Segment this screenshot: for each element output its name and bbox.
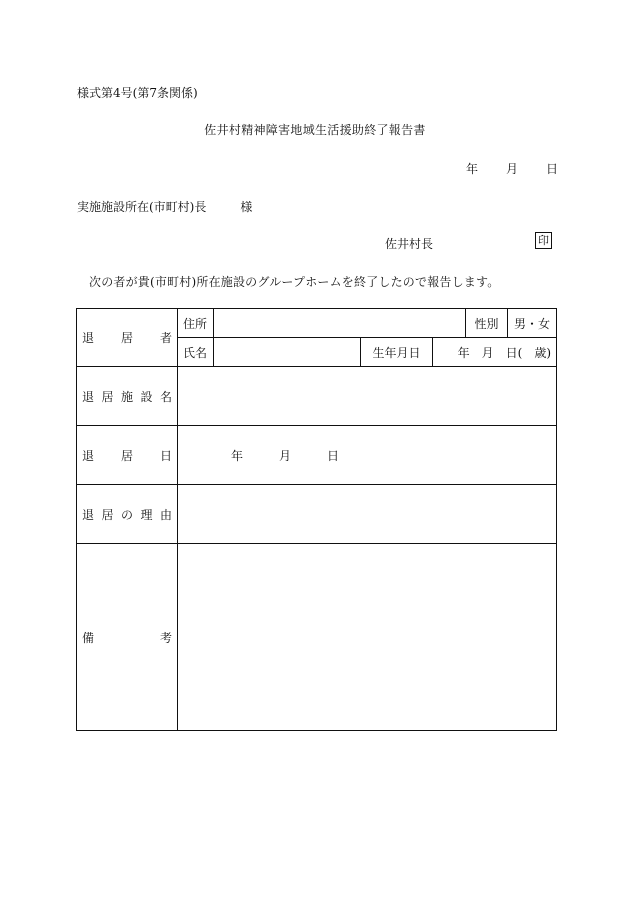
remarks-row xyxy=(77,544,557,731)
form-number: 様式第4号(第7条関係) xyxy=(77,86,198,100)
reason-label-char: の xyxy=(120,507,133,522)
facility-label-char: 施 xyxy=(120,389,133,404)
reason-row xyxy=(77,485,557,544)
resident-label-char: 退 xyxy=(82,331,95,345)
birth-date-label: 生年月日 xyxy=(361,338,433,367)
report-date-month: 月 xyxy=(506,162,519,176)
remarks-label-char: 考 xyxy=(159,630,172,645)
sex-label: 性別 xyxy=(466,309,508,338)
name-label: 氏名 xyxy=(178,338,214,367)
reason-field[interactable] xyxy=(178,485,557,544)
report-date xyxy=(466,160,558,177)
exit-date-year: 年 xyxy=(231,448,244,463)
facility-label-char: 設 xyxy=(140,389,153,404)
exit-date-label-char: 退 xyxy=(82,448,95,463)
remarks-field[interactable] xyxy=(178,544,557,731)
remarks-label-char: 備 xyxy=(82,630,95,645)
reason-label-char: 由 xyxy=(159,507,172,522)
resident-row-address xyxy=(77,309,557,338)
addressee-name: 実施施設所在(市町村)長 xyxy=(77,200,207,214)
birth-date-field[interactable]: 年 月 日( 歳) xyxy=(433,338,557,367)
exit-date-month: 月 xyxy=(279,448,292,463)
report-date-year: 年 xyxy=(466,162,479,176)
report-date-day: 日 xyxy=(546,162,559,176)
sex-options[interactable]: 男・女 xyxy=(508,309,557,338)
address-label: 住所 xyxy=(178,309,214,338)
addressee-honorific: 様 xyxy=(240,200,253,214)
sender-name: 佐井村長 xyxy=(385,237,434,251)
facility-label-cell xyxy=(77,367,178,426)
reason-label-char: 退 xyxy=(82,507,95,522)
document-title: 佐井村精神障害地域生活援助終了報告書 xyxy=(204,123,426,137)
exit-date-label-char: 居 xyxy=(120,448,133,463)
address-field[interactable] xyxy=(214,309,466,338)
body-text: 次の者が貴(市町村)所在施設のグループホームを終了したので報告します。 xyxy=(89,275,500,289)
exit-date-field[interactable] xyxy=(178,426,557,485)
reason-label-cell xyxy=(77,485,178,544)
resident-label-char: 居 xyxy=(120,331,133,345)
resident-label-char: 者 xyxy=(159,331,172,345)
seal-stamp-mark: 印 xyxy=(535,232,552,249)
name-field[interactable] xyxy=(214,338,361,367)
facility-name-field[interactable] xyxy=(178,367,557,426)
exit-date-row xyxy=(77,426,557,485)
reason-label-char: 居 xyxy=(101,507,114,522)
facility-row xyxy=(77,367,557,426)
exit-date-label-char: 日 xyxy=(159,448,172,463)
reason-label-char: 理 xyxy=(140,507,153,522)
resident-label-cell xyxy=(77,309,178,367)
remarks-label-cell xyxy=(77,544,178,731)
facility-label-char: 退 xyxy=(82,389,95,404)
addressee xyxy=(77,198,252,215)
exit-date-label-cell xyxy=(77,426,178,485)
facility-label-char: 居 xyxy=(101,389,114,404)
report-form-table xyxy=(76,308,557,731)
exit-date-day: 日 xyxy=(327,448,340,463)
facility-label-char: 名 xyxy=(159,389,172,404)
